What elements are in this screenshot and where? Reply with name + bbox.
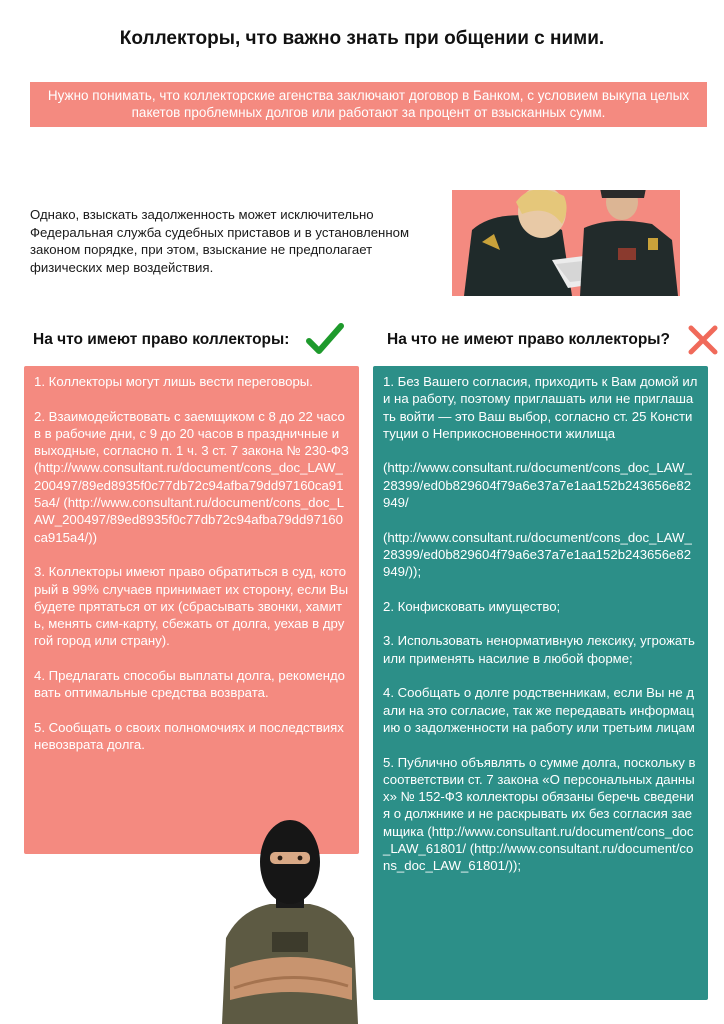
allowed-item: 1. Коллекторы могут лишь вести переговоры. <box>34 374 313 389</box>
forbidden-list <box>373 366 708 1000</box>
bailiffs-photo <box>452 190 680 296</box>
forbidden-item: 2. Конфисковать имущество; <box>383 598 561 614</box>
forbidden-item: 4. Сообщать о долге родственникам, если Вы не дали на это согласие, так же передавать информацию о задолженности на работу или третьим лицам <box>383 685 695 735</box>
allowed-list <box>24 366 359 854</box>
fssp-note: Однако, взыскать задолженность может исключительно Федеральная служба судебных приставов и в установленном законом порядке, при этом, взыскание не предполагает физических мер воздействия. <box>30 207 410 275</box>
allowed-item: 3. Коллекторы имеют право обратиться в суд, который в 99% случаев принимает их сторону, если Вы будете прятаться от их (сбрасывать звонки, хамить, менять сим-карту, сбежать от долга, уехав в другой город или страну). <box>34 564 349 649</box>
forbidden-heading: На что не имеют право коллекторы? <box>387 331 671 348</box>
masked-man-illustration <box>220 818 360 1024</box>
page-title: Коллекторы, что важно знать при общении с ними. <box>119 28 605 49</box>
forbidden-item: 1. Без Вашего согласия, приходить к Вам домой или на работу, поэтому приглашать или не приглашать войти — это Ваш выбор, согласно ст. 25 Конституции о Неприкосновенности жилища <box>383 374 698 441</box>
checkmark-icon <box>306 322 344 356</box>
allowed-item: 5. Сообщать о своих полномочиях и последствиях невозврата долга. <box>34 719 344 753</box>
allowed-item: 4. Предлагать способы выплаты долга, рекомендовать оптимальные средства возврата. <box>34 668 346 701</box>
allowed-item: 2. Взаимодействовать с заемщиком с 8 до 22 часов в рабочие дни, с 9 до 20 часов в праздничные и выходные, согласно п. 1 ч. 3 ст. 7 закона № 230-ФЗ (http://www.consultant.ru/document/cons_doc_LAW_200497/89ed8935f0c77db72c94afba79dd97160ca915a4/ (http://www.consultant.ru/document/cons_doc_LAW_200497/89ed8935f0c77db72c94afba79dd97160ca915a4/)) <box>34 408 349 545</box>
forbidden-link: (http://www.consultant.ru/document/cons_doc_LAW_28399/ed0b829604f79a6e37a7e1aa152b243656e82949/)); <box>383 529 692 580</box>
intro-banner: Нужно понимать, что коллекторские агенства заключают договор в Банком, с условием выкупа целых пакетов проблемных долгов или работают за процент от взысканных сумм. <box>30 82 707 127</box>
forbidden-item: 3. Использовать ненормативную лексику, угрожать или применять насилие в любой форме; <box>383 633 695 666</box>
forbidden-item: 5. Публично объявлять о сумме долга, поскольку в соответствии ст. 7 закона «О персональных данных» № 152-ФЗ коллекторы обязаны беречь сведения о должнике и не раскрывать их без согласия заемщика (http://www.consultant.ru/document/cons_doc_LAW_61801/ (http://www.consultant.ru/document/cons_doc_LAW_61801/)); <box>383 754 696 874</box>
forbidden-link: (http://www.consultant.ru/document/cons_doc_LAW_28399/ed0b829604f79a6e37a7e1aa152b243656e82949/ <box>383 460 692 511</box>
allowed-heading: На что имеют право коллекторы: <box>33 331 290 348</box>
cross-icon <box>686 323 720 357</box>
